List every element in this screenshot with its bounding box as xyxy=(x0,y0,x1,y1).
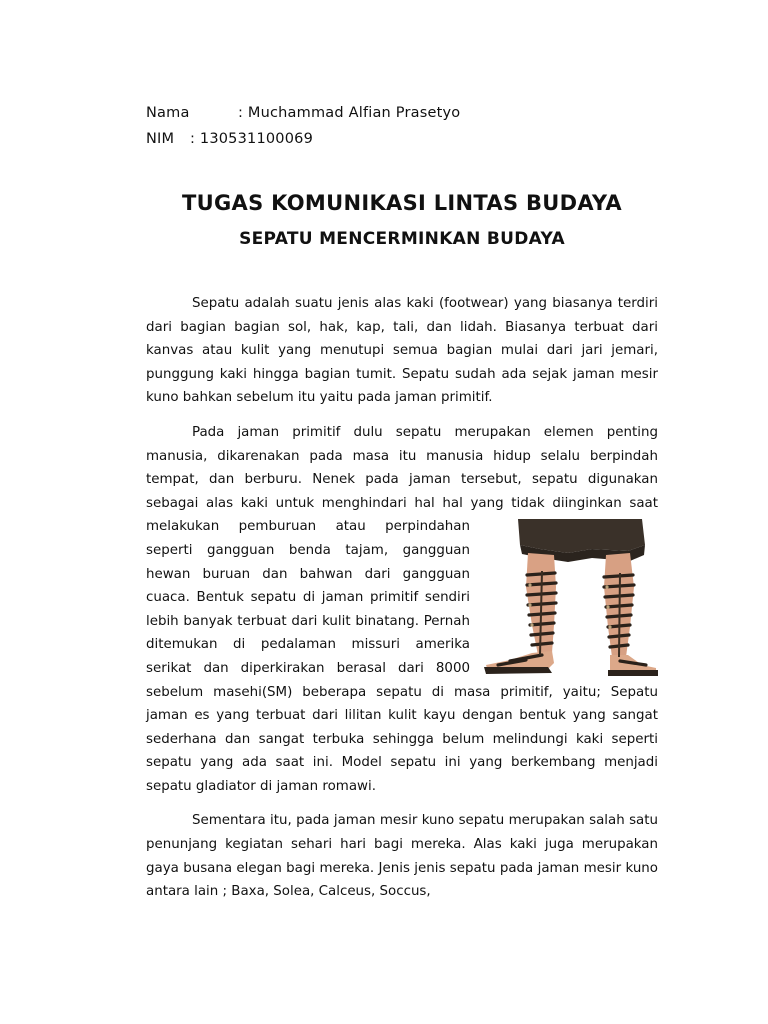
name-row xyxy=(146,100,658,126)
document-body xyxy=(146,292,658,904)
gladiator-sandals-photo xyxy=(480,515,662,677)
nim-row xyxy=(146,126,658,152)
nim-value: : 130531100069 xyxy=(190,131,313,147)
name-value: : Muchammad Alfian Prasetyo xyxy=(238,105,461,121)
paragraph-3: Sementara itu, pada jaman mesir kuno sepatu merupakan salah satu penunjang kegiatan sehari hari bagi mereka. Alas kaki juga merupakan gaya busana elegan bagi mereka. Jenis jenis sepatu pada jaman mesir kuno antara lain ; Baxa, Solea, Calceus, Soccus, xyxy=(146,813,658,900)
paragraph-2 xyxy=(146,421,658,799)
document-page xyxy=(146,100,658,915)
name-label: Nama xyxy=(146,105,190,121)
paragraph-1: Sepatu adalah suatu jenis alas kaki (footwear) yang biasanya terdiri dari bagian bagian sol, hak, kap, tali, dan lidah. Biasanya terbuat dari kanvas atau kulit yang menutupi semua bagian mulai dari jari jemari, punggung kaki hingga bagian tumit. Sepatu sudah ada sejak jaman mesir kuno bahkan sebelum itu yaitu pada jaman primitif. xyxy=(146,296,658,406)
nim-label: NIM xyxy=(146,131,175,147)
paragraph-2-part-1: Pada jaman primitif dulu sepatu merupakan elemen penting manusia, dikarenakan pada masa itu manusia hidup selalu berpindah tempat, dan berburu. Nenek pada jaman tersebut, sepatu digunakan sebagai alas kaki untuk menghindari hal hal yang tidak diinginkan saat xyxy=(146,424,658,511)
document-subtitle: SEPATU MENCERMINKAN BUDAYA xyxy=(239,229,565,249)
document-title: TUGAS KOMUNIKASI LINTAS BUDAYA xyxy=(182,191,622,215)
paragraph-2-part-2: melakukan pemburuan atau perpindahan seperti gangguan benda tajam, gangguan hewan buruan dan bahwan dari gangguan cuaca. Bentuk sepatu di jaman primitif sendiri lebih banyak terbuat dari kulit binatang. Pernah ditemukan di pedalaman missuri amerika serikat dan diperkirakan berasal dari 8000 sebelum masehi(SM) beberapa sepatu di masa primitif, yaitu; Sepatu jaman es yang terbuat dari lilitan kulit kayu dengan bentuk yang sangat sederhana dan sangat terbuka sehingga belum melindungi kaki seperti sepatu yang ada saat ini. Model sepatu ini yang berkembang menjadi sepatu gladiator di jaman romawi. xyxy=(146,519,658,794)
